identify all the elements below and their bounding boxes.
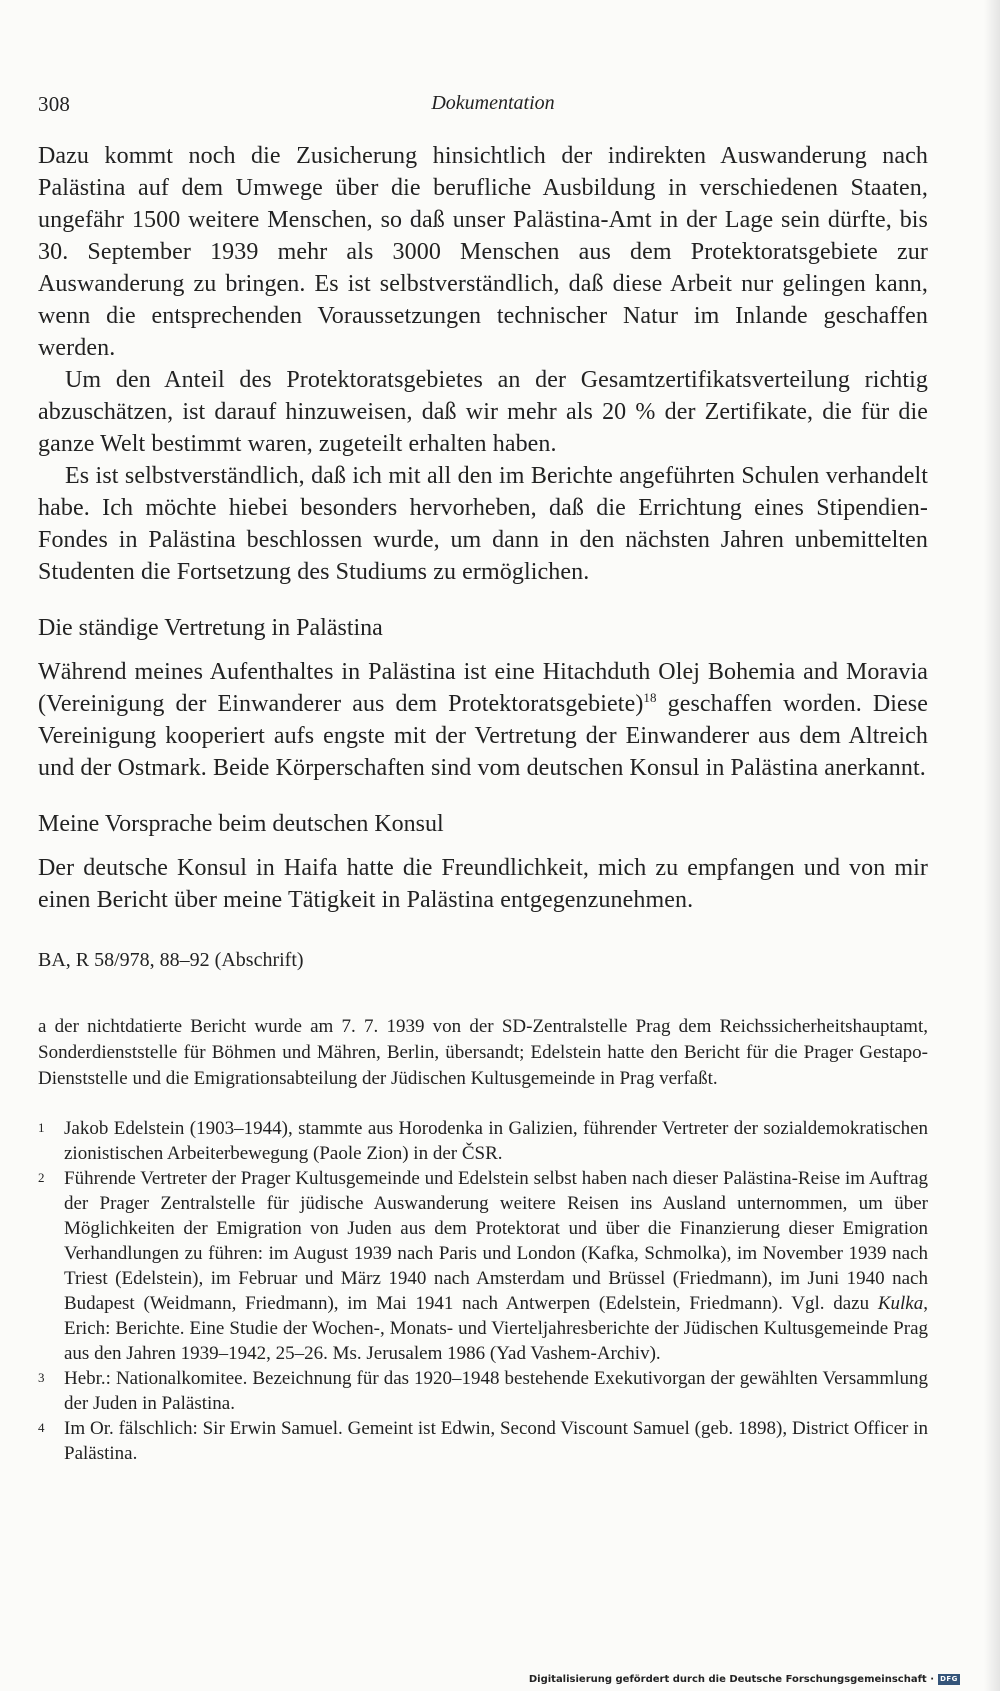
digitization-credit: [529, 1674, 960, 1685]
section-text: Während meines Aufenthaltes in Palästina ist eine Hitachduth Olej Bohemia and Moravia (Vereinigung der Einwanderer aus dem Protektoratsgebiete): [38, 659, 928, 717]
section-heading: Meine Vorsprache beim deutschen Konsul: [38, 811, 444, 837]
footnote-number: 2: [38, 1170, 45, 1185]
editorial-note: a der nichtdatierte Bericht wurde am 7. 7. 1939 von der SD-Zentralstelle Prag dem Reichssicherheitshauptamt, Sonderdienststelle für Böhmen und Mähren, Berlin, übersandt; Edelstein hatte den Bericht für die Prager Gestapo-Dienststelle und die Emigrationsabteilung der Jüdischen Kultusgemeinde in Prag verfaßt.: [38, 1016, 928, 1089]
footnote-text: Im Or. fälschlich: Sir Erwin Samuel. Gemeint ist Edwin, Second Viscount Samuel (geb. 1898), District Officer in Palästina.: [64, 1418, 928, 1464]
footnote: [38, 1416, 928, 1466]
footnote-text: Hebr.: Nationalkomitee. Bezeichnung für das 1920–1948 bestehende Exekutivorgan der gewählten Versammlung der Juden in Palästina.: [64, 1368, 928, 1414]
footnote-number: 3: [38, 1370, 45, 1385]
footnote: [38, 1166, 928, 1366]
page-header: [38, 92, 938, 122]
author-name-italic: Kulka: [877, 1293, 924, 1314]
footnote-text-part: Führende Vertreter der Prager Kultusgemeinde und Edelstein selbst haben nach dieser Palästina-Reise im Auftrag der Prager Zentralstelle für jüdische Auswanderung weitere Reisen ins Ausland unternommen, um über Möglichkeiten der Emigration von Juden aus dem Protektorat und über die Finanzierung dieser Emigration Verhandlungen zu führen: im August 1939 nach Paris und London (Kafka, Schmolka), im November 1939 nach Triest (Edelstein), im Februar und März 1940 nach Amsterdam und Brüssel (Friedmann), im Juni 1940 nach Budapest (Weidmann, Friedmann), im Mai 1941 nach Antwerpen (Edelstein, Friedmann). Vgl. dazu: [64, 1168, 928, 1314]
footnote-number: 1: [38, 1120, 45, 1135]
footnote-list: [38, 1116, 928, 1466]
footnote-reference: 18: [643, 690, 657, 705]
footnote: [38, 1366, 928, 1416]
footnote: [38, 1116, 928, 1166]
footnote-text: Jakob Edelstein (1903–1944), stammte aus Horodenka in Galizien, führender Vertreter der sozialdemokratischen zionistischen Arbeiterbewegung (Paole Zion) in der ČSR.: [64, 1118, 928, 1164]
section-paragraph: [38, 656, 928, 784]
footnote-text: [64, 1166, 928, 1366]
source-citation: BA, R 58/978, 88–92 (Abschrift): [38, 949, 304, 971]
footnote-text-part: , Erich: Berichte. Eine Studie der Wochen-, Monats- und Vierteljahresberichte der Jüdischen Kultusgemeinde Prag aus den Jahren 1939–1942, 25–26. Ms. Jerusalem 1986 (Yad Vashem-Archiv).: [64, 1293, 928, 1364]
body-paragraph: Es ist selbstverständlich, daß ich mit all den im Berichte angeführten Schulen verhandelt habe. Ich möchte hiebei besonders hervorheben, daß die Errichtung eines Stipendien-Fondes in Palästina beschlossen wurde, um dann in den nächsten Jahren unbemittelten Studenten die Fortsetzung des Studiums zu ermöglichen.: [38, 463, 928, 585]
page-edge-shadow: [984, 0, 1000, 1691]
section-paragraph: Der deutsche Konsul in Haifa hatte die Freundlichkeit, mich zu empfangen und von mir einen Bericht über meine Tätigkeit in Palästina entgegenzunehmen.: [38, 855, 928, 913]
credit-text: Digitalisierung gefördert durch die Deutsche Forschungsgemeinschaft ·: [528, 1674, 934, 1685]
page-number: 308: [38, 92, 71, 116]
page-content: [38, 140, 928, 1466]
footnote-number: 4: [38, 1420, 45, 1435]
body-paragraph: Dazu kommt noch die Zusicherung hinsichtlich der indirekten Auswanderung nach Palästina auf dem Umwege über die berufliche Ausbildung in verschiedenen Staaten, ungefähr 1500 weitere Menschen, so daß unser Palästina-Amt in der Lage sein dürfte, bis 30. September 1939 mehr als 3000 Menschen aus dem Protektoratsgebiete zur Auswanderung zu bringen. Es ist selbstverständlich, daß diese Arbeit nur gelingen kann, wenn die entsprechenden Voraussetzungen technischer Natur im Inlande geschaffen werden.: [38, 143, 928, 361]
section-heading: Die ständige Vertretung in Palästina: [38, 615, 383, 641]
body-paragraph: Um den Anteil des Protektoratsgebietes an der Gesamtzertifikatsverteilung richtig abzuschätzen, ist darauf hinzuweisen, daß wir mehr als 20 % der Zertifikate, die für die ganze Welt bestimmt waren, zugeteilt erhalten haben.: [38, 367, 928, 457]
section-text: geschaffen worden. Diese Vereinigung kooperiert aufs engste mit der Vertretung der Einwanderer aus dem Altreich und der Ostmark. Beide Körperschaften sind vom deutschen Konsul in Palästina anerkannt.: [38, 691, 928, 781]
dfg-logo-icon: DFG: [938, 1674, 960, 1685]
running-head: Dokumentation: [431, 92, 555, 114]
